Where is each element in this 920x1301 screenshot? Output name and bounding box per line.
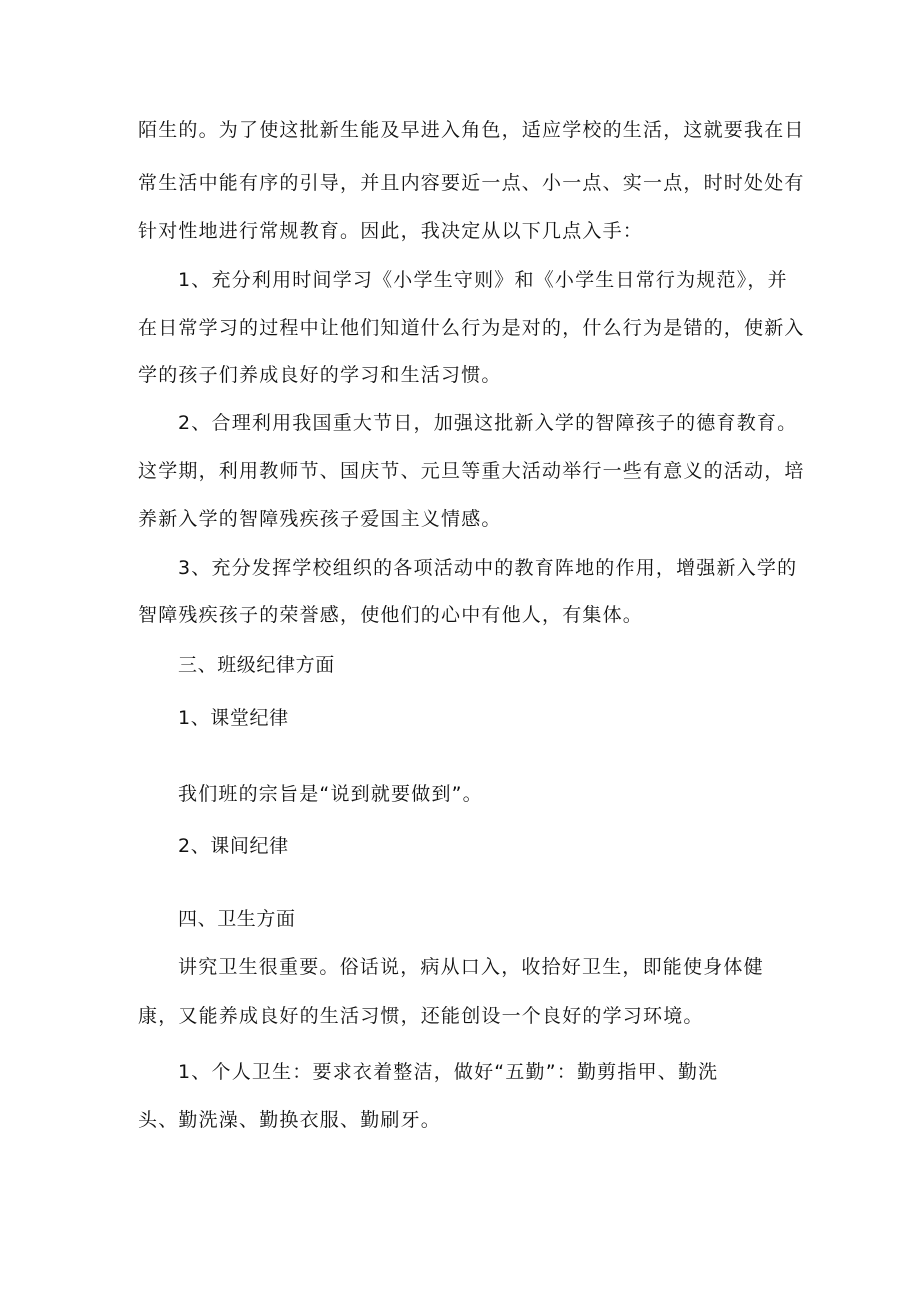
paragraph-line: 这学期，利用教师节、国庆节、元旦等重大活动举行一些有意义的活动，培 — [138, 460, 805, 482]
paragraph-line: 学的孩子们养成良好的学习和生活习惯。 — [138, 364, 502, 386]
list-item-line: 1、充分利用时间学习《小学生守则》和《小学生日常行为规范》，并 — [178, 269, 788, 291]
paragraph-line: 我们班的宗旨是“说到就要做到”。 — [178, 783, 483, 805]
paragraph-line: 讲究卫生很重要。俗话说，病从口入，收拾好卫生，即能使身体健 — [178, 956, 764, 978]
paragraph-line: 康，又能养成良好的生活习惯，还能创设一个良好的学习环境。 — [138, 1005, 704, 1027]
list-item-line: 3、充分发挥学校组织的各项活动中的教育阵地的作用，增强新入学的 — [178, 557, 798, 579]
paragraph-line: 在日常学习的过程中让他们知道什么行为是对的，什么行为是错的，使新入 — [138, 317, 805, 339]
section-heading: 三、班级纪律方面 — [178, 654, 335, 676]
list-item-line: 1、个人卫生：要求衣着整洁，做好“五勤”：勤剪指甲、勤洗 — [178, 1061, 719, 1083]
paragraph-line: 陌生的。为了使这批新生能及早进入角色，适应学校的生活，这就要我在日 — [138, 119, 805, 141]
paragraph-line: 智障残疾孩子的荣誉感，使他们的心中有他人，有集体。 — [138, 604, 644, 626]
paragraph-line: 常生活中能有序的引导，并且内容要近一点、小一点、实一点，时时处处有 — [138, 172, 805, 194]
list-item-line: 2、合理利用我国重大节日，加强这批新入学的智障孩子的德育教育。 — [178, 412, 798, 434]
section-heading: 四、卫生方面 — [178, 908, 296, 930]
paragraph-line: 养新入学的智障残疾孩子爱国主义情感。 — [138, 508, 502, 530]
subsection-heading: 2、课间纪律 — [178, 835, 289, 857]
paragraph-line: 头、勤洗澡、勤换衣服、勤刷牙。 — [138, 1109, 442, 1131]
paragraph-line: 针对性地进行常规教育。因此，我决定从以下几点入手： — [138, 220, 644, 242]
subsection-heading: 1、课堂纪律 — [178, 707, 289, 729]
